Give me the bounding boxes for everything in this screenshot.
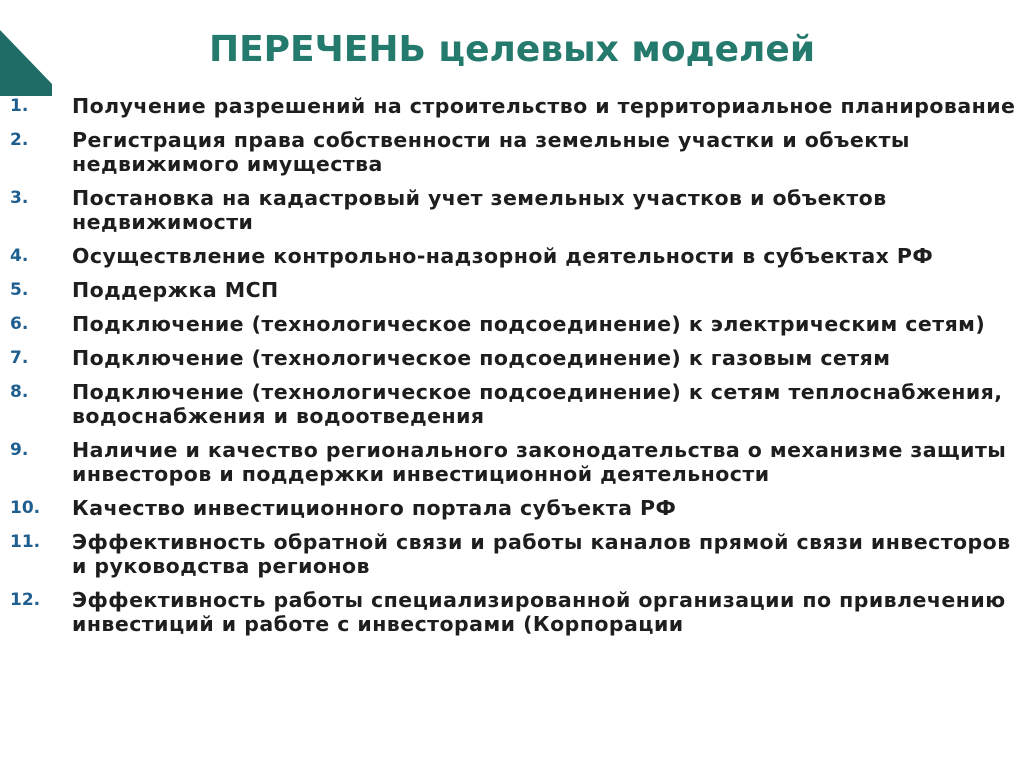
item-number: 12. bbox=[10, 590, 41, 610]
list-item bbox=[0, 588, 1024, 636]
item-text: Постановка на кадастровый учет земельных участков и объектов недвижимости bbox=[72, 186, 887, 234]
item-number: 7. bbox=[10, 348, 29, 368]
item-text: Подключение (технологическое подсоединение) к газовым сетям bbox=[72, 346, 891, 370]
item-text: Наличие и качество регионального законодательства о механизме защиты инвесторов и поддержки инвестиционной деятельности bbox=[72, 438, 1007, 486]
item-number: 10. bbox=[10, 498, 41, 518]
list-item bbox=[0, 186, 1024, 234]
list-item bbox=[0, 496, 1024, 520]
item-text: Регистрация права собственности на земельные участки и объекты недвижимого имущества bbox=[72, 128, 910, 176]
item-text: Эффективность работы специализированной организации по привлечению инвестиций и работе с инвесторами (Корпорации bbox=[72, 588, 1006, 636]
list-item bbox=[0, 244, 1024, 268]
item-number: 8. bbox=[10, 382, 29, 402]
target-models-list bbox=[0, 94, 1024, 646]
item-text: Осуществление контрольно-надзорной деятельности в субъектах РФ bbox=[72, 244, 934, 268]
list-item bbox=[0, 380, 1024, 428]
list-item bbox=[0, 530, 1024, 578]
slide-title: ПЕРЕЧЕНЬ целевых моделей bbox=[208, 29, 816, 70]
item-text: Качество инвестиционного портала субъекта РФ bbox=[72, 496, 677, 520]
item-text: Поддержка МСП bbox=[72, 278, 279, 302]
item-text: Эффективность обратной связи и работы каналов прямой связи инвесторов и руководства регионов bbox=[72, 530, 1011, 578]
list-item bbox=[0, 94, 1024, 118]
item-number: 9. bbox=[10, 440, 29, 460]
list-item bbox=[0, 312, 1024, 336]
list-item bbox=[0, 346, 1024, 370]
list-item bbox=[0, 278, 1024, 302]
item-number: 4. bbox=[10, 246, 29, 266]
item-number: 5. bbox=[10, 280, 29, 300]
item-text: Получение разрешений на строительство и территориальное планирование bbox=[72, 94, 1016, 118]
item-number: 11. bbox=[10, 532, 41, 552]
item-number: 2. bbox=[10, 130, 29, 150]
list-item bbox=[0, 438, 1024, 486]
list-item bbox=[0, 128, 1024, 176]
item-number: 1. bbox=[10, 96, 29, 116]
item-number: 6. bbox=[10, 314, 29, 334]
item-text: Подключение (технологическое подсоединение) к электрическим сетям) bbox=[72, 312, 986, 336]
item-text: Подключение (технологическое подсоединение) к сетям теплоснабжения, водоснабжения и водоотведения bbox=[72, 380, 1003, 428]
item-number: 3. bbox=[10, 188, 29, 208]
